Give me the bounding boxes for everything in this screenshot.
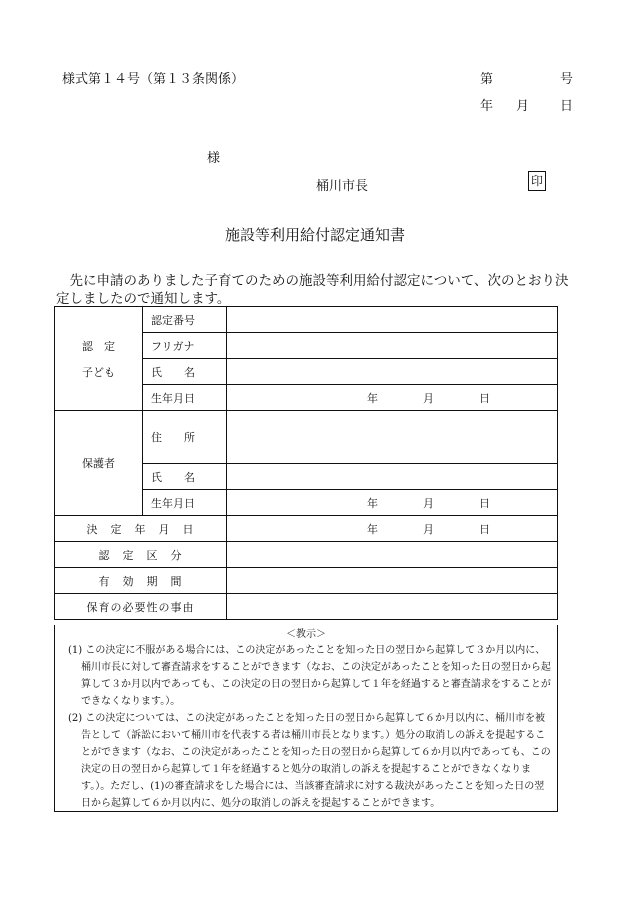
certification-table: [54, 306, 558, 620]
month-label: 月: [423, 391, 434, 405]
intro-text: 先に申請のありました子育てのための施設等利用給付認定について、次のとおり決定しましたので通知します。: [56, 273, 569, 307]
year-label: 年: [367, 391, 378, 405]
childcare-reason-label: 保育の必要性の事由: [55, 594, 227, 620]
month-label: 月: [423, 522, 434, 536]
decision-date-field: [227, 516, 558, 542]
addressee-honorific: 様: [207, 151, 221, 166]
child-birthdate-field: [227, 385, 558, 411]
year-label: 年: [367, 522, 378, 536]
notice-item-1: (1) この決定に不服がある場合には、この決定があったことを知った日の翌日から起算して３か月以内に、桶川市長に対して審査請求をすることができます（なお、この決定があったことを知った日の翌日から起算して３か月以内であっても、この決定の日の翌日から起算して１年を経過すると審査請求をすることができなくなります。）。: [68, 645, 551, 707]
child-birthdate-label: 生年月日: [143, 385, 227, 411]
child-group-label-line2: 子ども: [82, 365, 115, 379]
guardian-group-label: 保護者: [55, 411, 143, 516]
month-label: 月: [423, 496, 434, 510]
guardian-name-field: [227, 464, 558, 490]
notice-item-2: (2) この決定については、この決定があったことを知った日の翌日から起算して６か月以内に、桶川市を被告として（訴訟において桶川市を代表する者は桶川市長となります。）処分の取消しの訴えを提起することができます（なお、この決定があったことを知った日の翌日から起算して６か月以内であっても、この決定の日の翌日から起算して１年を経過すると処分の取消しの訴えを提起することができなくなります。）。ただし、(1)の審査請求をした場合には、当該審査請求に対する裁決があったことを知った日の翌日から起算して６か月以内に、処分の取消しの訴えを提起することができます。: [68, 713, 551, 809]
guardian-address-label: 住 所: [143, 411, 227, 464]
doc-number-prefix: 第: [480, 72, 494, 87]
day-label: 日: [479, 522, 490, 536]
issue-date-month: 月: [516, 99, 530, 114]
seal-mark: 印: [528, 171, 546, 191]
year-label: 年: [367, 496, 378, 510]
doc-number-suffix: 号: [560, 72, 574, 87]
child-group-label-line1: 認 定: [82, 339, 115, 353]
day-label: 日: [479, 391, 490, 405]
validity-period-label: 有 効 期 間: [55, 568, 227, 594]
child-name-label: 氏 名: [143, 359, 227, 385]
decision-date-label: 決 定 年 月 日: [55, 516, 227, 542]
cert-category-field: [227, 542, 558, 568]
day-label: 日: [479, 496, 490, 510]
guardian-name-label: 氏 名: [143, 464, 227, 490]
legal-notice: [54, 625, 558, 812]
child-name-field: [227, 359, 558, 385]
cert-number-label: 認定番号: [143, 307, 227, 333]
guardian-birthdate-field: [227, 490, 558, 516]
document-title: 施設等利用給付認定通知書: [224, 226, 405, 244]
issue-date-day: 日: [560, 99, 574, 114]
furigana-field: [227, 333, 558, 359]
notice-heading: ＜教示＞: [286, 629, 326, 640]
validity-period-field: [227, 568, 558, 594]
child-group-label: [55, 307, 143, 411]
cert-category-label: 認 定 区 分: [55, 542, 227, 568]
childcare-reason-field: [227, 594, 558, 620]
guardian-birthdate-label: 生年月日: [143, 490, 227, 516]
furigana-label: フリガナ: [143, 333, 227, 359]
form-number: 様式第１４号（第１３条関係）: [62, 72, 245, 87]
guardian-address-field: [227, 411, 558, 464]
issue-date-year: 年: [480, 99, 494, 114]
issuer-name: 桶川市長: [316, 179, 369, 194]
cert-number-field: [227, 307, 558, 333]
